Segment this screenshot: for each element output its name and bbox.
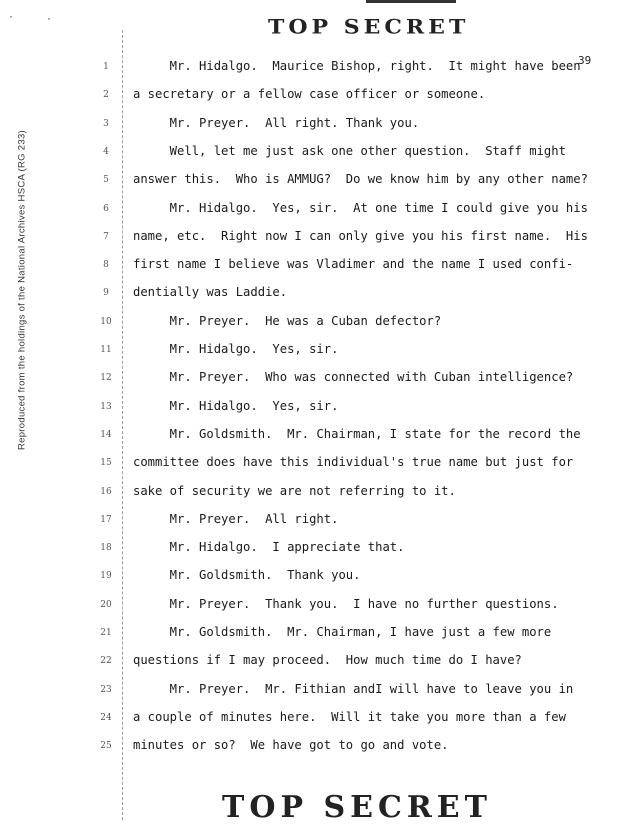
line-number: 13 [100,401,112,412]
line-number: 11 [100,345,112,355]
header-classification-stamp: TOP SECRET [268,15,470,39]
line-number: 20 [100,599,112,610]
line-number: 24 [100,712,112,723]
transcript-line: Mr. Preyer. Thank you. I have no further questions. [133,596,559,611]
transcript-line: Mr. Goldsmith. Mr. Chairman, I state for the record the [133,426,581,441]
transcript-line: minutes or so? We have got to go and vote. [133,738,449,753]
transcript-line: Well, let me just ask one other question. Staff might [133,143,566,158]
transcript-line: answer this. Who is AMMUG? Do we know him by any other name? [133,172,588,187]
line-number: 7 [103,231,109,242]
transcript-line: Mr. Preyer. All right. Thank you. [133,115,420,130]
line-number: 6 [103,203,109,214]
transcript-line: first name I believe was Vladimer and the name I used confi- [133,257,574,272]
line-number: 18 [100,543,112,554]
line-number: 21 [100,628,112,638]
line-number: 9 [103,288,109,299]
line-number: 3 [103,118,109,129]
margin-rule [122,30,123,820]
line-number: 1 [103,62,109,72]
footer-classification-stamp: TOP SECRET [222,790,492,825]
transcript-line: Mr. Hidalgo. Yes, sir. [133,342,339,356]
corner-mark-right: · [46,14,53,25]
transcript-line: name, etc. Right now I can only give you his first name. His [133,228,588,243]
transcript-line: dentially was Laddie. [133,285,288,300]
transcript-line: sake of security we are not referring to it. [133,483,456,498]
transcript-line: Mr. Preyer. All right. [133,511,339,526]
transcript-line: Mr. Goldsmith. Mr. Chairman, I have just a few more [133,625,552,639]
corner-mark-left: · [8,12,15,23]
line-number: 4 [103,146,109,157]
line-number: 16 [100,486,112,497]
line-number: 17 [100,514,112,525]
line-number: 23 [100,684,112,695]
transcript-line: a couple of minutes here. Will it take you more than a few [133,709,566,724]
line-number: 2 [103,90,109,101]
transcript-line: Mr. Hidalgo. I appreciate that. [133,540,405,555]
transcript-line: Mr. Preyer. Who was connected with Cuban intelligence? [133,370,574,385]
line-number: 25 [100,741,112,752]
transcript-line: Mr. Hidalgo. Maurice Bishop, right. It might have been [133,59,581,73]
line-number: 5 [103,175,109,186]
transcript-line: Mr. Hidalgo. Yes, sir. At one time I could give you his [133,200,588,215]
transcript-line: questions if I may proceed. How much time do I have? [133,653,522,668]
archive-side-note: Reproduced from the holdings of the National Archives HSCA (RG 233) [16,129,28,451]
page-number: 39 [578,54,592,67]
line-number: 8 [103,260,109,271]
line-number: 10 [100,316,112,327]
transcript-line: Mr. Preyer. He was a Cuban defector? [133,313,442,328]
top-edge-bar [366,0,456,3]
line-number: 14 [100,429,112,440]
transcript-line: a secretary or a fellow case officer or someone. [133,87,486,102]
line-number: 12 [100,373,112,384]
line-number: 19 [100,571,112,582]
transcript-line: Mr. Hidalgo. Yes, sir. [133,398,339,413]
transcript-line: Mr. Goldsmith. Thank you. [133,568,361,583]
transcript-line: Mr. Preyer. Mr. Fithian andI will have to leave you in [133,681,574,696]
line-number: 22 [100,656,112,667]
line-number: 15 [100,458,112,469]
transcript-line: committee does have this individual's true name but just for [133,455,574,470]
